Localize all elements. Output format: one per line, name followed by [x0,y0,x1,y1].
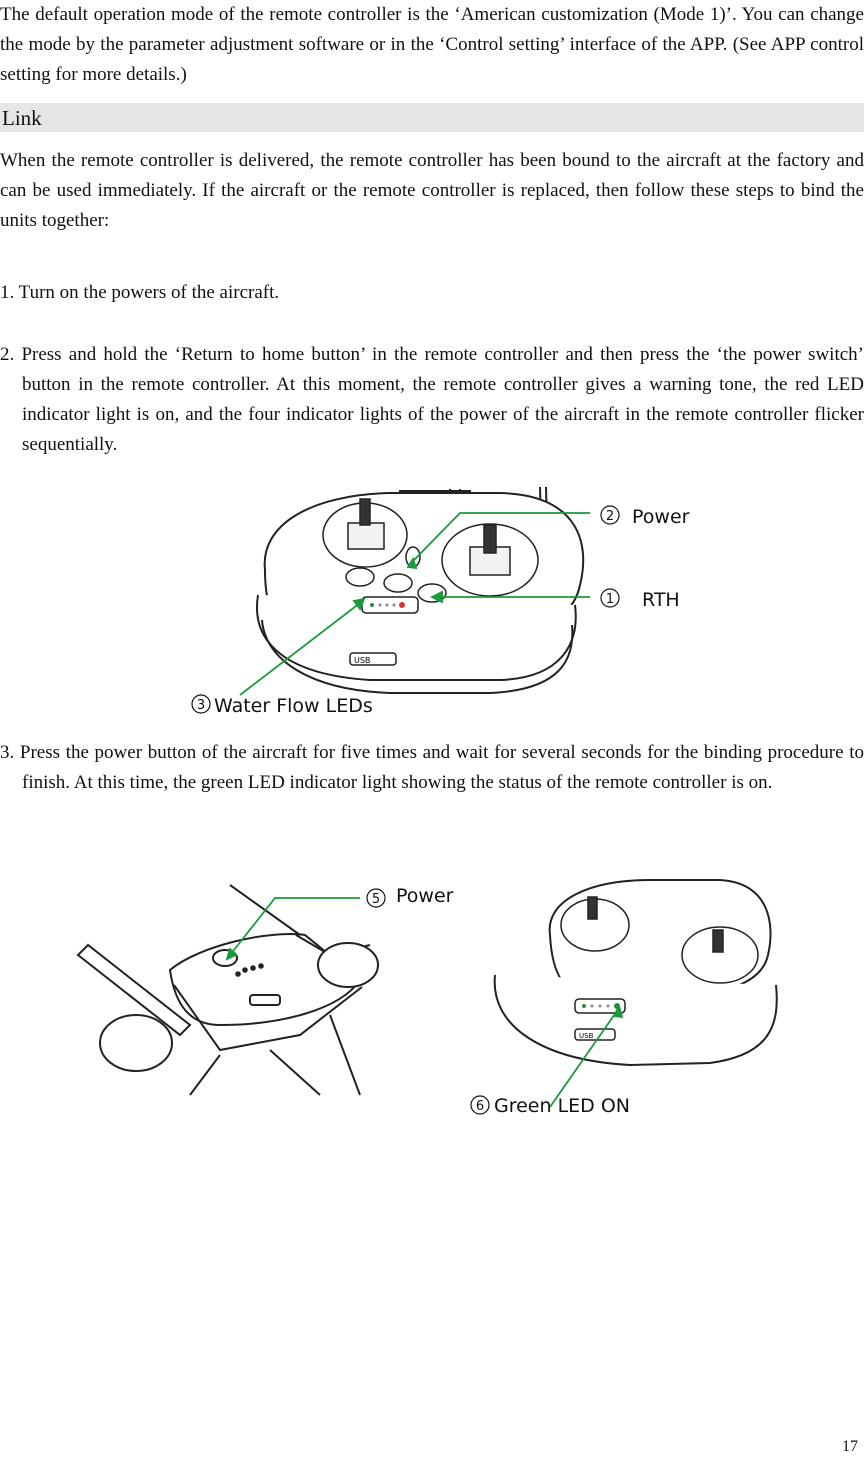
callout-rth [601,589,680,611]
callout-power-2 [367,885,454,907]
svg-text:2: 2 [605,509,615,524]
svg-text:USB: USB [354,656,371,665]
svg-text:1: 1 [605,592,615,607]
led-panel-icon [362,597,418,613]
svg-text:Water Flow LEDs: Water Flow LEDs [214,695,373,717]
svg-text:Power: Power [396,885,454,907]
remote-controller-figure [170,485,710,720]
step-2: 2. Press and hold the ‘Return to home button’ in the remote controller and then press the ‘the power switch’ button in the remote controller. At this moment, the remote controller gives a warning tone, the red LED indicator light is on, and the four indicator lights of the power of the aircraft in the remote controller flicker sequentially. [0,344,864,455]
svg-text:Green LED ON: Green LED ON [494,1095,631,1117]
section-header [0,103,864,132]
svg-text:5: 5 [371,892,381,907]
svg-text:USB: USB [579,1032,594,1040]
callout-water-flow-leds [192,695,373,717]
callout-power [601,506,690,528]
step-1: 1. Turn on the powers of the aircraft. [0,282,280,303]
section-title: Link [2,106,42,130]
svg-text:Power: Power [632,506,690,528]
controller-2-usb-port-icon [575,1029,615,1040]
aircraft-icon [78,885,381,1095]
intro-paragraph: The default operation mode of the remote controller is the ‘American customization (Mode 1)’. You can change the mode by the parameter adjustment software or in the ‘Control setting’ interface of the APP. (See APP control setting for more details.) [0,4,864,85]
callout-green-led [471,1095,630,1117]
usb-port-icon [350,653,396,665]
svg-text:3: 3 [196,698,206,713]
svg-text:RTH: RTH [642,589,680,611]
aircraft-and-controller-figure [70,875,790,1125]
right-stick-icon [442,524,538,596]
link-intro-paragraph: When the remote controller is delivered, the remote controller has been bound to the aircraft at the factory and can be used immediately. If the aircraft or the remote controller is replaced, then follow these steps to bind the units together: [0,150,864,231]
svg-text:6: 6 [475,1099,485,1114]
page-number: 17 [842,1438,858,1455]
step-3: 3. Press the power button of the aircraft for five times and wait for several seconds for the binding procedure to finish. At this time, the green LED indicator light showing the status of the remote controller is on. [0,742,864,793]
